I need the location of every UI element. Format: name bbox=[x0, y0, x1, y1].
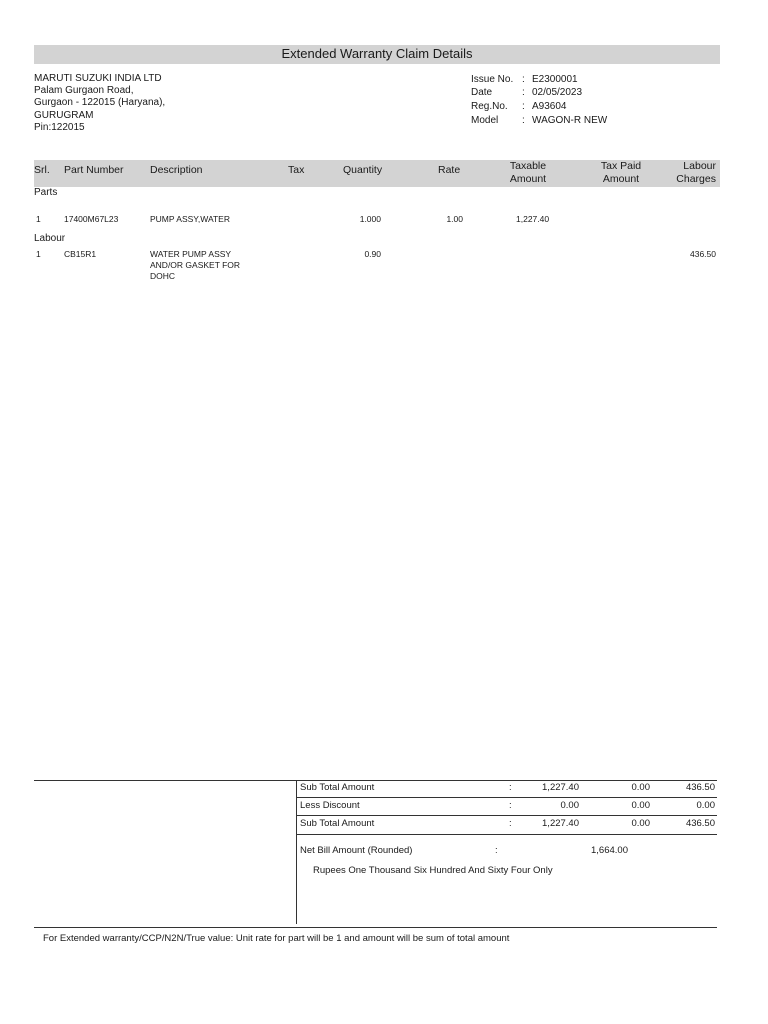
cell-quantity: 1.000 bbox=[359, 214, 381, 224]
summary-taxpaid: 0.00 bbox=[631, 782, 650, 793]
summary-taxable: 0.00 bbox=[560, 800, 579, 811]
col-tax-paid-amount bbox=[591, 160, 651, 186]
meta-label: Issue No. bbox=[471, 74, 514, 85]
cell-description-line1: WATER PUMP ASSY bbox=[150, 249, 232, 259]
summary-taxpaid: 0.00 bbox=[631, 800, 650, 811]
meta-sep: : bbox=[522, 101, 525, 112]
cell-description-line3: DOHC bbox=[150, 271, 176, 281]
cell-labour: 436.50 bbox=[690, 249, 716, 259]
cell-srl: 1 bbox=[36, 249, 41, 259]
summary-row-rule bbox=[297, 834, 717, 835]
title-bar bbox=[34, 45, 720, 64]
net-bill-label: Net Bill Amount (Rounded) bbox=[300, 845, 413, 856]
summary-sep: : bbox=[509, 800, 512, 811]
summary-row-rule bbox=[297, 797, 717, 798]
meta-label: Reg.No. bbox=[471, 101, 508, 112]
summary-labour: 0.00 bbox=[696, 800, 715, 811]
meta-sep: : bbox=[522, 115, 525, 126]
summary-sep: : bbox=[509, 782, 512, 793]
col-srl: Srl. bbox=[34, 164, 50, 176]
summary-top-rule bbox=[34, 780, 717, 781]
summary-taxable: 1,227.40 bbox=[542, 782, 579, 793]
summary-bottom-rule bbox=[34, 927, 717, 928]
summary-taxable: 1,227.40 bbox=[542, 818, 579, 829]
cell-srl: 1 bbox=[36, 214, 41, 224]
section-labour: Labour bbox=[34, 233, 66, 244]
col-labour-line2: Charges bbox=[676, 173, 716, 185]
cell-part-number: CB15R1 bbox=[64, 249, 97, 259]
address-pin: Pin:122015 bbox=[34, 122, 85, 133]
summary-divider bbox=[296, 780, 297, 924]
cell-taxable: 1,227.40 bbox=[516, 214, 550, 224]
address-city: GURUGRAM bbox=[34, 110, 94, 121]
net-bill-sep: : bbox=[495, 845, 498, 856]
col-description: Description bbox=[150, 164, 203, 176]
amount-in-words: Rupees One Thousand Six Hundred And Sixty Four Only bbox=[313, 865, 553, 876]
address-line1: Palam Gurgaon Road, bbox=[34, 85, 134, 96]
col-taxable-line2: Amount bbox=[509, 173, 547, 185]
net-bill-amount: 1,664.00 bbox=[591, 845, 628, 856]
col-labour-charges bbox=[660, 160, 716, 186]
summary-taxpaid: 0.00 bbox=[631, 818, 650, 829]
col-part-number: Part Number bbox=[64, 164, 124, 176]
meta-date: 02/05/2023 bbox=[532, 87, 583, 98]
col-taxable-amount bbox=[498, 160, 558, 186]
summary-label: Less Discount bbox=[300, 800, 360, 811]
cell-description-line2: AND/OR GASKET FOR bbox=[150, 260, 241, 270]
document-title: Extended Warranty Claim Details bbox=[281, 46, 473, 61]
col-quantity: Quantity bbox=[343, 164, 383, 176]
meta-sep: : bbox=[522, 87, 525, 98]
summary-labour: 436.50 bbox=[685, 818, 715, 829]
meta-label: Date bbox=[471, 87, 493, 98]
meta-model: WAGON-R NEW bbox=[532, 115, 608, 126]
col-rate: Rate bbox=[438, 164, 461, 176]
col-taxpaid-line2: Amount bbox=[602, 173, 640, 185]
cell-quantity: 0.90 bbox=[364, 249, 381, 259]
footnote: For Extended warranty/CCP/N2N/True value: Unit rate for part will be 1 and amount will be sum of total amount bbox=[43, 933, 510, 944]
meta-reg-no: A93604 bbox=[532, 101, 567, 112]
address-company: MARUTI SUZUKI INDIA LTD bbox=[34, 73, 162, 84]
col-taxpaid-line1: Tax Paid bbox=[600, 160, 642, 172]
summary-label: Sub Total Amount bbox=[300, 782, 375, 793]
summary-label: Sub Total Amount bbox=[300, 818, 375, 829]
section-parts: Parts bbox=[34, 187, 58, 198]
col-tax: Tax bbox=[288, 164, 305, 176]
summary-labour: 436.50 bbox=[685, 782, 715, 793]
cell-description: PUMP ASSY,WATER bbox=[150, 214, 230, 224]
cell-part-number: 17400M67L23 bbox=[64, 214, 119, 224]
address-line2: Gurgaon - 122015 (Haryana), bbox=[34, 97, 166, 108]
summary-sep: : bbox=[509, 818, 512, 829]
meta-label: Model bbox=[471, 115, 499, 126]
meta-sep: : bbox=[522, 74, 525, 85]
cell-rate: 1.00 bbox=[446, 214, 463, 224]
meta-issue-no: E2300001 bbox=[532, 74, 578, 85]
col-taxable-line1: Taxable bbox=[509, 160, 547, 172]
summary-row-rule bbox=[297, 815, 717, 816]
col-labour-line1: Labour bbox=[683, 160, 716, 172]
